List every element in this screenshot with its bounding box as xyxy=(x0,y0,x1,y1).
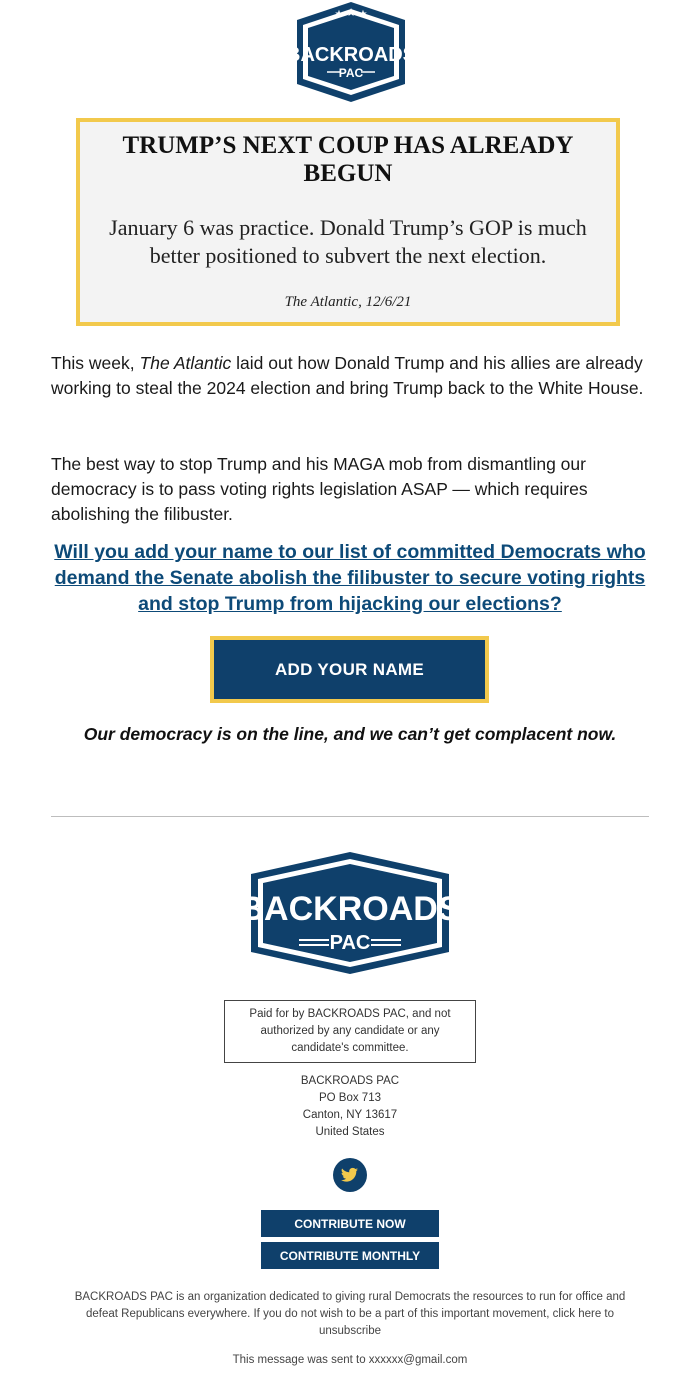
divider xyxy=(51,816,649,817)
body-paragraph-1 xyxy=(51,351,651,401)
address-line: Canton, NY 13617 xyxy=(302,1109,398,1121)
footer-logo-text: BACKROADS xyxy=(249,890,451,928)
add-name-link[interactable]: Will you add your name to our list of committed Democrats who demand the Senate abolish the filibuster to secure voting rights and stop Trump from hijacking our elections? xyxy=(54,541,646,615)
address-line: PO Box 713 xyxy=(318,1092,381,1104)
contribute-now-button[interactable]: CONTRIBUTE NOW xyxy=(261,1210,439,1237)
footer-logo-subtext: PAC xyxy=(329,932,371,954)
contribute-monthly-button[interactable]: CONTRIBUTE MONTHLY xyxy=(261,1242,439,1269)
add-your-name-label: ADD YOUR NAME xyxy=(274,659,425,679)
quote-source: The Atlantic, 12/6/21 xyxy=(284,294,412,310)
add-your-name-button[interactable] xyxy=(210,636,489,703)
svg-text:★: ★ xyxy=(346,7,356,19)
logo-badge-icon xyxy=(289,0,413,104)
quote-box xyxy=(76,118,620,326)
tagline: Our democracy is on the line, and we can’t get complacent now. xyxy=(83,724,617,744)
backroads-pac-logo-top[interactable] xyxy=(289,0,413,104)
logo-text: BACKROADS xyxy=(289,44,413,66)
about-and-unsubscribe[interactable]: BACKROADS PAC is an organization dedicated to giving rural Democrats the resources to run for office and defeat Republicans everywhere. If you do not wish to be a part of this important movement, click here to unsubscribe xyxy=(74,1291,626,1337)
p1-rest: laid out how Donald Trump and his allies are already working to steal the 2024 election and bring Trump back to the White House. xyxy=(51,353,644,398)
quote-subhead: January 6 was practice. Donald Trump’s GOP is much better positioned to subvert the next election. xyxy=(109,215,587,268)
svg-text:★: ★ xyxy=(334,9,344,20)
svg-text:★: ★ xyxy=(358,9,368,20)
logo-badge-large-icon xyxy=(249,850,451,976)
logo-subtext: PAC xyxy=(338,66,364,80)
twitter-link[interactable] xyxy=(333,1158,367,1192)
paid-for-disclaimer: Paid for by BACKROADS PAC, and not authorized by any candidate or any candidate's committee. xyxy=(224,1000,476,1063)
backroads-pac-logo-bottom[interactable] xyxy=(249,850,451,976)
body-paragraph-2: The best way to stop Trump and his MAGA mob from dismantling our democracy is to pass voting rights legislation ASAP — which requires abolishing the filibuster. xyxy=(51,454,588,524)
address-line: BACKROADS PAC xyxy=(300,1075,400,1087)
p1-prefix: This week, xyxy=(51,353,135,373)
twitter-bird-icon xyxy=(333,1158,367,1192)
p1-publication: The Atlantic xyxy=(139,353,232,373)
address-line: United States xyxy=(315,1126,385,1138)
quote-headline: TRUMP’S NEXT COUP HAS ALREADY BEGUN xyxy=(122,132,574,187)
sent-to-notice: This message was sent to xxxxxx@gmail.com xyxy=(232,1354,468,1366)
mailing-address xyxy=(0,1073,700,1141)
